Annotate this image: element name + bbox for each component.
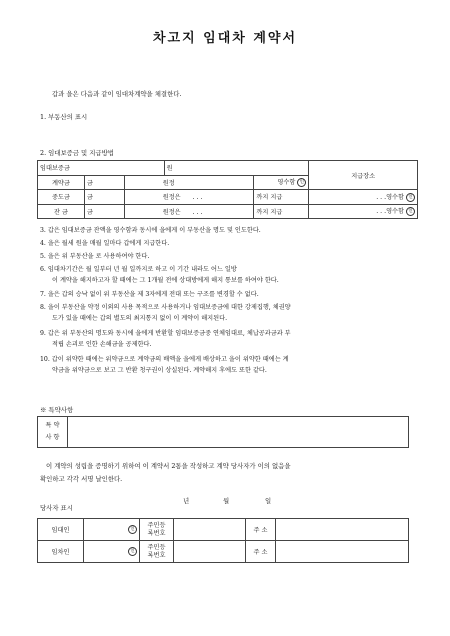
clause-continuation: 이 계약을 해지하고자 할 때에는 그 1개월 전에 상대방에게 해지 통보를 하여야 한다. — [52, 276, 279, 284]
interim-won-date — [124, 190, 254, 205]
lessee-id-field[interactable] — [174, 541, 246, 563]
balance-pay-until: 까지 지급 — [254, 204, 309, 219]
contract-label: 계약금 — [38, 175, 85, 190]
special-terms-label — [38, 417, 68, 448]
balance-received-text: . . .영수함 — [376, 208, 404, 216]
lessee-row — [38, 541, 409, 563]
lessor-address-label: 주 소 — [246, 519, 276, 541]
clause-5 — [40, 252, 420, 263]
id-label-2: 록번호 — [147, 529, 166, 537]
contract-won-text: 원정 — [162, 179, 175, 187]
id-label-1: 주민등 — [147, 543, 166, 551]
lessee-label: 임차인 — [38, 541, 84, 563]
interim-won-text: 원정은 — [162, 194, 181, 202]
clause-8 — [40, 303, 420, 324]
closing-line-2: 확인하고 각각 서명 날인한다. — [40, 475, 123, 483]
lessor-seal-cell[interactable] — [84, 519, 140, 541]
seal-icon: 인 — [406, 207, 415, 216]
clause-text: 9. 갑은 위 부동산의 명도와 동시에 을에게 반환할 임대보증금중 연체임대료, 체납공과금과 부 — [40, 330, 291, 337]
clause-text: 4. 을은 월세 원을 매월 일마다 갑에게 지급한다. — [40, 240, 170, 247]
lessor-id-field[interactable] — [174, 519, 246, 541]
lessor-address-field[interactable] — [276, 519, 409, 541]
clause-continuation: 약금을 위약금으로 보고 그 반환 청구권이 상실된다. 계약해지 후에도 또한 같다. — [52, 366, 267, 374]
clause-text: 10. 갑이 위약한 때에는 위약금으로 계약금의 배액을 을에게 배상하고 을이 위약한 때에는 계 — [40, 356, 289, 363]
interim-received-text: . . .영수함 — [376, 193, 404, 201]
date-day: 일 — [265, 497, 272, 505]
deposit-row — [38, 161, 418, 176]
id-label-1: 주민등 — [147, 521, 166, 529]
interim-received — [309, 190, 418, 205]
clause-7 — [40, 290, 420, 301]
balance-date: . . . — [192, 208, 203, 216]
id-label-2: 록번호 — [147, 551, 166, 559]
lessee-id-label — [140, 541, 174, 563]
clause-continuation: 적립 손괴로 인한 손해금을 공제한다. — [52, 340, 152, 348]
received-text: 영수함 — [277, 179, 296, 187]
balance-gold: 금 — [84, 204, 124, 219]
lessor-id-label — [140, 519, 174, 541]
payment-table — [37, 160, 418, 219]
clause-4 — [40, 239, 420, 250]
date-month: 월 — [223, 497, 230, 505]
clause-6 — [40, 265, 420, 286]
balance-label: 잔 금 — [38, 204, 85, 219]
seal-icon: 인 — [128, 547, 137, 556]
clause-text: 3. 갑은 임대보증금 잔액을 영수함과 동시에 을에게 이 부동산을 명도 및 인도한다. — [40, 227, 261, 234]
clause-9 — [40, 329, 420, 350]
document-title: 차고지 임대차 계약서 — [152, 31, 298, 46]
date-year: 년 — [183, 497, 190, 505]
section-property-heading: 1. 부동산의 표시 — [40, 113, 88, 121]
clause-text: 7. 을은 갑의 승낙 없이 위 부동산을 제 3자에게 전대 또는 구조를 변경할 수 없다. — [40, 291, 259, 298]
deposit-label — [38, 161, 165, 176]
interim-date: . . . — [192, 194, 203, 202]
balance-won-text: 원정은 — [162, 208, 181, 216]
interim-label: 중도금 — [38, 190, 85, 205]
balance-received — [309, 204, 418, 219]
section-deposit-heading: 2. 임대보증금 및 지급방법 — [40, 149, 114, 157]
special-label-2: 사 항 — [45, 434, 60, 441]
balance-won-date — [124, 204, 254, 219]
clause-text: 5. 을은 위 부동산을 로 사용하여야 한다. — [40, 253, 150, 260]
closing-line-1: 이 계약의 성립을 증명하기 위하여 이 계약서 2통을 작성하고 계약 당사자가 이의 없음을 — [46, 462, 291, 470]
special-label-1: 특 약 — [45, 422, 60, 429]
lessor-row — [38, 519, 409, 541]
payment-place-label: 지급장소 — [309, 161, 418, 190]
clause-10 — [40, 355, 420, 376]
clause-continuation: 도가 있을 때에는 갑의 별도의 최지통지 없이 이 계약이 해지된다. — [52, 314, 228, 322]
deposit-won: 원 — [166, 165, 173, 173]
deposit-label-text: 임대보증금 — [40, 165, 70, 173]
interim-row — [38, 190, 418, 205]
lessee-seal-cell[interactable] — [84, 541, 140, 563]
parties-table — [37, 518, 409, 563]
clause-3 — [40, 226, 420, 237]
contract-gold: 금 — [84, 175, 124, 190]
special-terms-table — [37, 416, 409, 448]
deposit-amount-cell — [164, 161, 309, 176]
interim-pay-until: 까지 지급 — [254, 190, 309, 205]
balance-row — [38, 204, 418, 219]
special-terms-heading: ※ 특약사항 — [40, 406, 74, 414]
lessor-label: 임대인 — [38, 519, 84, 541]
clause-text: 6. 임대차기간은 월 일부터 년 월 일까지로 하고 이 기간 내라도 어느 일방 — [40, 266, 237, 273]
contract-received — [254, 175, 309, 190]
seal-icon: 인 — [297, 178, 306, 187]
clause-text: 8. 을이 부동산을 약정 이외의 사용 목적으로 사용하거나 임대보증금에 대한 강제집행, 체권양 — [40, 304, 291, 311]
seal-icon: 인 — [128, 525, 137, 534]
special-terms-field[interactable] — [68, 417, 409, 448]
lessee-address-field[interactable] — [276, 541, 409, 563]
intro-text: 갑과 을은 다음과 같이 임대차계약을 체결한다. — [52, 90, 182, 98]
contract-won — [124, 175, 254, 190]
interim-gold: 금 — [84, 190, 124, 205]
lessee-address-label: 주 소 — [246, 541, 276, 563]
seal-icon: 인 — [406, 193, 415, 202]
parties-heading: 당사자 표시 — [40, 504, 73, 512]
